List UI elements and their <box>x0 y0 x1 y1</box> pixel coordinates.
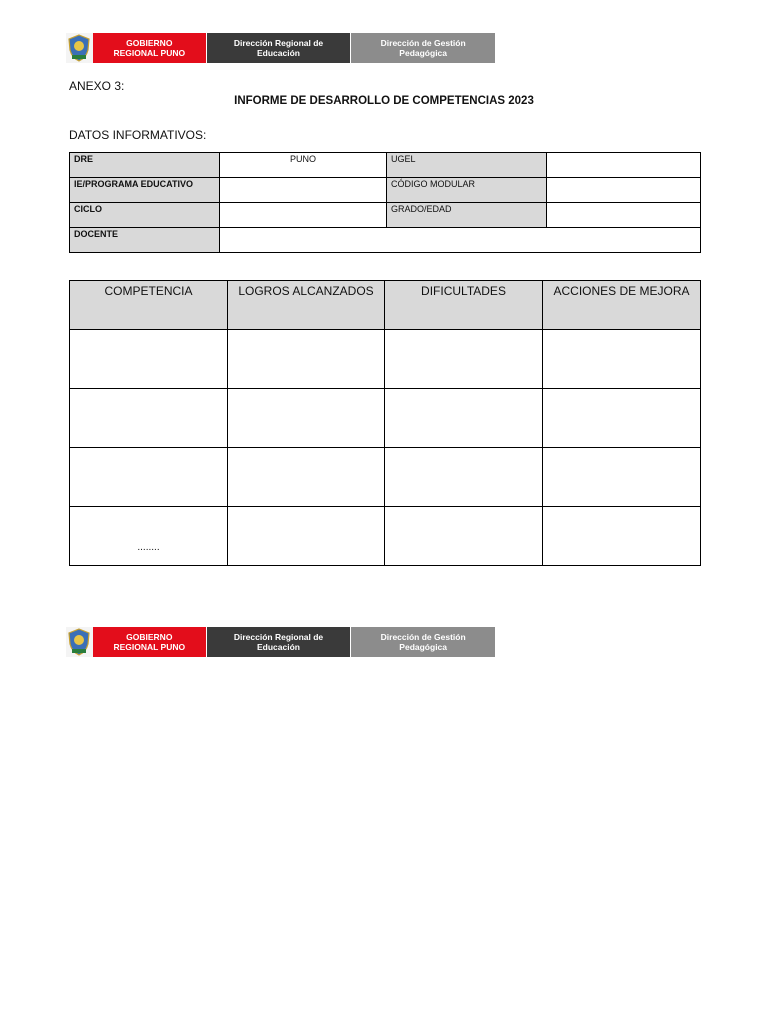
header-acciones: ACCIONES DE MEJORA <box>543 281 701 330</box>
table-cell[interactable] <box>543 448 701 507</box>
table-cell[interactable] <box>385 389 543 448</box>
header-dificultades: DIFICULTADES <box>385 281 543 330</box>
header-competencia: COMPETENCIA <box>70 281 228 330</box>
table-header-row <box>70 281 701 330</box>
table-cell[interactable] <box>543 507 701 566</box>
table-row <box>70 178 701 203</box>
dre-value[interactable]: PUNO <box>220 153 387 178</box>
table-cell[interactable] <box>228 330 385 389</box>
header-banner <box>66 33 495 63</box>
docente-label: DOCENTE <box>70 228 220 253</box>
header-segment-pedagogical-management: Dirección de Gestión Pedagógica <box>350 627 495 657</box>
ugel-label: UGEL <box>387 153 547 178</box>
grado-edad-value[interactable] <box>547 203 701 228</box>
competencies-table <box>69 280 701 566</box>
table-cell[interactable] <box>228 448 385 507</box>
table-cell[interactable] <box>385 507 543 566</box>
header-segment-pedagogical-management: Dirección de Gestión Pedagógica <box>350 33 495 63</box>
header-logros: LOGROS ALCANZADOS <box>228 281 385 330</box>
table-row <box>70 389 701 448</box>
ciclo-value[interactable] <box>220 203 387 228</box>
ie-label: IE/PROGRAMA EDUCATIVO <box>70 178 220 203</box>
info-table <box>69 152 701 253</box>
coat-of-arms-icon <box>66 33 93 63</box>
coat-of-arms-icon <box>66 627 93 657</box>
ie-value[interactable] <box>220 178 387 203</box>
docente-value[interactable] <box>220 228 701 253</box>
header-segment-regional-education: Dirección Regional de Educación <box>206 33 351 63</box>
header-segment-regional-education: Dirección Regional de Educación <box>206 627 351 657</box>
annex-label: ANEXO 3: <box>69 79 125 93</box>
table-row <box>70 507 701 566</box>
ellipsis-placeholder[interactable]: ........ <box>70 507 228 566</box>
table-row <box>70 228 701 253</box>
report-title: INFORME DE DESARROLLO DE COMPETENCIAS 2023 <box>234 95 534 107</box>
header-segment-regional-government: GOBIERNO REGIONAL PUNO <box>93 33 206 63</box>
table-row <box>70 330 701 389</box>
table-row <box>70 203 701 228</box>
codigo-modular-value[interactable] <box>547 178 701 203</box>
table-cell[interactable] <box>385 448 543 507</box>
table-cell[interactable] <box>543 330 701 389</box>
grado-edad-label: GRADO/EDAD <box>387 203 547 228</box>
codigo-modular-label: CÓDIGO MODULAR <box>387 178 547 203</box>
table-row <box>70 448 701 507</box>
table-cell[interactable] <box>70 448 228 507</box>
header-banner-repeat <box>66 627 495 657</box>
table-row <box>70 153 701 178</box>
table-cell[interactable] <box>70 330 228 389</box>
ugel-value[interactable] <box>547 153 701 178</box>
table-cell[interactable] <box>543 389 701 448</box>
dre-label: DRE <box>70 153 220 178</box>
section-label: DATOS INFORMATIVOS: <box>69 128 207 142</box>
header-segment-regional-government: GOBIERNO REGIONAL PUNO <box>93 627 206 657</box>
table-cell[interactable] <box>228 389 385 448</box>
table-cell[interactable] <box>228 507 385 566</box>
table-cell[interactable] <box>385 330 543 389</box>
table-cell[interactable] <box>70 389 228 448</box>
ciclo-label: CICLO <box>70 203 220 228</box>
